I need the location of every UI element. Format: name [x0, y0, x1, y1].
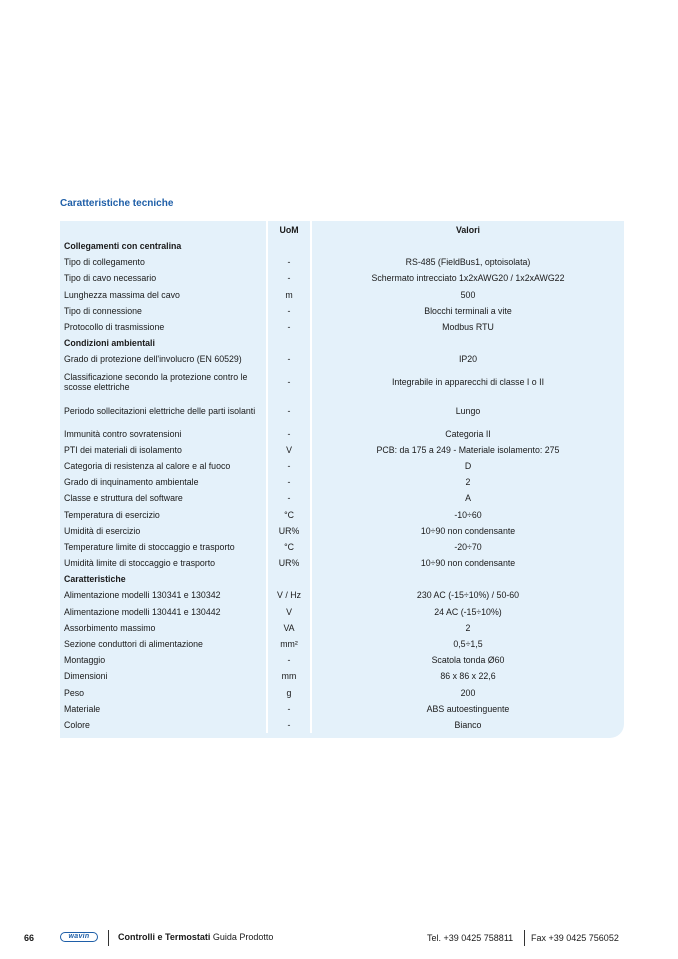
- table-row: [60, 668, 624, 684]
- cell-value: 10÷90 non condensante: [311, 555, 624, 571]
- cell-uom: V: [267, 604, 311, 620]
- cell-label: Categoria di resistenza al calore e al fuoco: [64, 460, 231, 471]
- cell-uom: -: [267, 397, 311, 426]
- table-row: [60, 368, 624, 397]
- cell-label: Grado di protezione dell'involucro (EN 60529): [64, 354, 242, 365]
- cell-label: Montaggio: [64, 655, 106, 666]
- group-empty-cell: [311, 335, 624, 351]
- table-row: [60, 474, 624, 490]
- table-row: [60, 555, 624, 571]
- table-row: [60, 587, 624, 603]
- table-header-row: [60, 221, 624, 238]
- cell-uom: V / Hz: [267, 587, 311, 603]
- cell-uom: -: [267, 351, 311, 367]
- cell-label: Tipo di connessione: [64, 305, 142, 316]
- cell-uom: -: [267, 458, 311, 474]
- cell-label: Dimensioni: [64, 671, 108, 682]
- cell-label: Assorbimento massimo: [64, 622, 156, 633]
- header-uom: UoM: [267, 221, 311, 238]
- cell-uom: m: [267, 287, 311, 303]
- cell-label: PTI dei materiali di isolamento: [64, 444, 182, 455]
- cell-value: Blocchi terminali a vite: [311, 303, 624, 319]
- cell-uom: -: [267, 303, 311, 319]
- cell-uom: -: [267, 254, 311, 270]
- cell-label: Umidità di esercizio: [64, 525, 141, 536]
- cell-value: A: [311, 490, 624, 506]
- table-row: [60, 303, 624, 319]
- cell-value: Modbus RTU: [311, 319, 624, 335]
- cell-label: Peso: [64, 687, 85, 698]
- cell-label: Colore: [64, 719, 90, 730]
- table-row: [60, 701, 624, 717]
- cell-value: 86 x 86 x 22,6: [311, 668, 624, 684]
- group-row: [60, 571, 624, 587]
- footer-brand-bold: Controlli e Termostati: [118, 932, 211, 942]
- cell-value: PCB: da 175 a 249 - Materiale isolamento: 275: [311, 442, 624, 458]
- group-empty-cell: [311, 571, 624, 587]
- cell-uom: mm²: [267, 636, 311, 652]
- cell-label: Periodo sollecitazioni elettriche delle parti isolanti: [64, 406, 256, 416]
- spec-table: [60, 221, 624, 733]
- page-footer: [0, 930, 678, 946]
- cell-uom: -: [267, 270, 311, 286]
- cell-value: Bianco: [311, 717, 624, 733]
- cell-value: 2: [311, 620, 624, 636]
- table-row: [60, 270, 624, 286]
- cell-label: Classificazione secondo la protezione contro le scosse elettriche: [64, 372, 248, 392]
- cell-value: 10÷90 non condensante: [311, 523, 624, 539]
- table-row: [60, 523, 624, 539]
- cell-uom: -: [267, 490, 311, 506]
- cell-value: ABS autoestinguente: [311, 701, 624, 717]
- group-empty-cell: [311, 238, 624, 254]
- table-row: [60, 490, 624, 506]
- table-body: [60, 238, 624, 733]
- header-values: Valori: [311, 221, 624, 238]
- table-row: [60, 506, 624, 522]
- cell-uom: UR%: [267, 523, 311, 539]
- cell-label: Immunità contro sovratensioni: [64, 428, 182, 439]
- group-row: [60, 335, 624, 351]
- group-title: Condizioni ambientali: [64, 338, 155, 349]
- cell-value: 2: [311, 474, 624, 490]
- group-empty-cell: [267, 238, 311, 254]
- footer-divider: [108, 930, 109, 946]
- table-row: [60, 652, 624, 668]
- footer-brand-rest: Guida Prodotto: [212, 932, 274, 942]
- cell-value: -20÷70: [311, 539, 624, 555]
- table-row: [60, 539, 624, 555]
- table-row: [60, 458, 624, 474]
- cell-value: 500: [311, 287, 624, 303]
- cell-uom: -: [267, 426, 311, 442]
- wavin-logo: wavin: [60, 932, 98, 942]
- table-row: [60, 717, 624, 733]
- cell-value: 24 AC (-15÷10%): [311, 604, 624, 620]
- cell-label: Tipo di cavo necessario: [64, 273, 157, 284]
- group-empty-cell: [267, 335, 311, 351]
- cell-label: Materiale: [64, 703, 101, 714]
- cell-uom: UR%: [267, 555, 311, 571]
- cell-value: -10÷60: [311, 506, 624, 522]
- cell-label: Classe e struttura del software: [64, 493, 183, 504]
- cell-uom: -: [267, 474, 311, 490]
- cell-uom: mm: [267, 668, 311, 684]
- group-title: Caratteristiche: [64, 574, 126, 585]
- footer-divider: [524, 930, 525, 946]
- cell-uom: g: [267, 685, 311, 701]
- cell-value: 230 AC (-15÷10%) / 50-60: [311, 587, 624, 603]
- cell-label: Protocollo di trasmissione: [64, 322, 165, 333]
- table-row: [60, 254, 624, 270]
- footer-brand: [118, 932, 273, 942]
- table-row: [60, 287, 624, 303]
- cell-label: Tipo di collegamento: [64, 257, 145, 268]
- table-row: [60, 604, 624, 620]
- cell-value: 200: [311, 685, 624, 701]
- cell-value: D: [311, 458, 624, 474]
- cell-value: Lungo: [311, 397, 624, 426]
- cell-value: Categoria II: [311, 426, 624, 442]
- cell-label: Temperatura di esercizio: [64, 509, 160, 520]
- table-row: [60, 351, 624, 367]
- cell-uom: VA: [267, 620, 311, 636]
- cell-label: Alimentazione modelli 130341 e 130342: [64, 590, 221, 601]
- cell-value: Schermato intrecciato 1x2xAWG20 / 1x2xAWG22: [311, 270, 624, 286]
- table-row: [60, 636, 624, 652]
- cell-value: IP20: [311, 351, 624, 367]
- table-row: [60, 319, 624, 335]
- cell-value: 0,5÷1,5: [311, 636, 624, 652]
- cell-value: Integrabile in apparecchi di classe I o II: [311, 368, 624, 397]
- table-row: [60, 685, 624, 701]
- table-row: [60, 620, 624, 636]
- cell-uom: -: [267, 717, 311, 733]
- cell-uom: °C: [267, 506, 311, 522]
- group-row: [60, 238, 624, 254]
- table-row: [60, 442, 624, 458]
- cell-uom: V: [267, 442, 311, 458]
- cell-label: Grado di inquinamento ambientale: [64, 477, 199, 488]
- cell-label: Umidità limite di stoccaggio e trasporto: [64, 558, 216, 569]
- footer-tel: Tel. +39 0425 758811: [427, 933, 514, 943]
- group-empty-cell: [267, 571, 311, 587]
- cell-value: Scatola tonda Ø60: [311, 652, 624, 668]
- table-row: [60, 397, 624, 426]
- cell-label: Alimentazione modelli 130441 e 130442: [64, 606, 221, 617]
- header-label: [60, 221, 267, 238]
- section-title: Caratteristiche tecniche: [60, 198, 174, 209]
- cell-uom: -: [267, 701, 311, 717]
- page-number: 66: [24, 933, 35, 943]
- cell-value: RS-485 (FieldBus1, optoisolata): [311, 254, 624, 270]
- cell-label: Sezione conduttori di alimentazione: [64, 639, 203, 650]
- table-row: [60, 426, 624, 442]
- cell-uom: °C: [267, 539, 311, 555]
- cell-uom: -: [267, 368, 311, 397]
- group-title: Collegamenti con centralina: [64, 241, 182, 252]
- cell-uom: -: [267, 319, 311, 335]
- cell-uom: -: [267, 652, 311, 668]
- spec-table-container: [60, 221, 624, 738]
- cell-label: Temperature limite di stoccaggio e trasporto: [64, 541, 235, 552]
- footer-fax: Fax +39 0425 756052: [531, 933, 619, 943]
- cell-label: Lunghezza massima del cavo: [64, 289, 180, 300]
